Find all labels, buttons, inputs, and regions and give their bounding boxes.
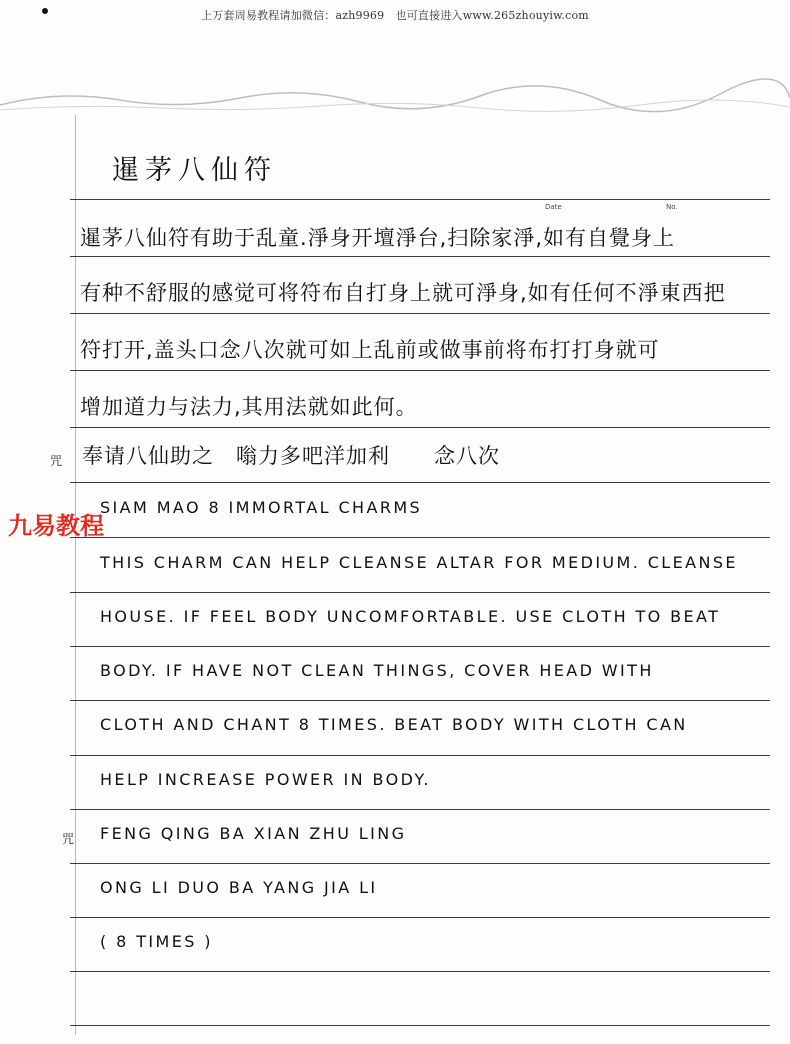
date-label: Date [545, 203, 562, 211]
chinese-line-2: 有种不舒服的感觉可将符布自打身上就可淨身,如有任何不淨東西把 [80, 281, 726, 305]
ruled-line [70, 256, 770, 257]
english-line-1: THIS CHARM CAN HELP CLEANSE ALTAR FOR MEDIUM. CLEANSE [100, 553, 738, 572]
chinese-line-3: 符打开,盖头口念八次就可如上乱前或做事前将布打打身就可 [80, 338, 660, 362]
english-line-4: CLOTH AND CHANT 8 TIMES. BEAT BODY WITH CLOTH CAN [100, 715, 688, 734]
ruled-line [70, 1025, 770, 1026]
english-title-line: SIAM MAO 8 IMMORTAL CHARMS [100, 498, 423, 517]
ruled-line [70, 646, 770, 647]
torn-paper-edge [0, 60, 790, 120]
ruled-line [70, 313, 770, 314]
ruled-line [70, 482, 770, 483]
english-line-2: HOUSE. IF FEEL BODY UNCOMFORTABLE. USE CLOTH TO BEAT [100, 607, 721, 626]
margin-line [75, 115, 76, 1035]
ruled-line [70, 863, 770, 864]
chinese-line-4: 增加道力与法力,其用法就如此何。 [80, 395, 418, 419]
english-line-3: BODY. IF HAVE NOT CLEAN THINGS, COVER HEAD WITH [100, 661, 654, 680]
number-label: No. [666, 203, 678, 211]
ruled-line [70, 917, 770, 918]
ruled-line [70, 971, 770, 972]
mantra-margin-mark: 咒 [50, 454, 63, 468]
watermark-logo: 九易教程 [8, 512, 104, 540]
chinese-line-1: 暹茅八仙符有助于乱童.淨身开壇淨台,扫除家淨,如有自覺身上 [80, 226, 676, 250]
ruled-line [70, 537, 770, 538]
ruled-line [70, 592, 770, 593]
mantra-line: 奉请八仙助之 嗡力多吧洋加利 念八次 [82, 444, 500, 468]
chant-line-3: ( 8 TIMES ) [100, 932, 213, 951]
ruled-line [70, 755, 770, 756]
ruled-line [70, 809, 770, 810]
ruled-line [70, 700, 770, 701]
ruled-line [70, 199, 770, 200]
page-header-notice: 上万套周易教程请加微信：azh9969 也可直接进入www.265zhouyiw.com [201, 9, 589, 22]
chant-line-2: ONG LI DUO BA YANG JIA LI [100, 878, 378, 897]
ruled-line [70, 370, 770, 371]
english-line-5: HELP INCREASE POWER IN BODY. [100, 770, 431, 789]
ruled-line [70, 427, 770, 428]
chant-margin-mark: 咒 [62, 832, 75, 846]
page-title: 暹茅八仙符 [112, 155, 277, 186]
chant-line-1: FENG QING BA XIAN ZHU LING [100, 824, 407, 843]
